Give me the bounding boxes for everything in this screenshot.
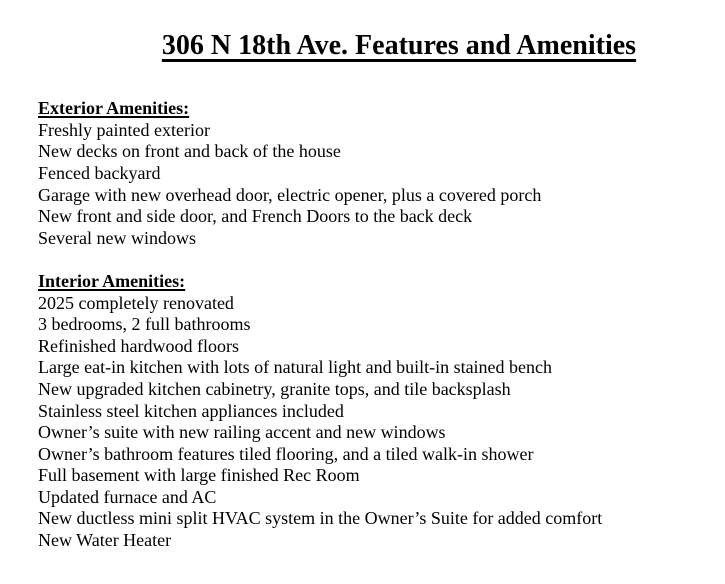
document-title-text: 306 N 18th Ave. Features and Amenities	[161, 30, 637, 61]
section-heading-exterior: Exterior Amenities:	[38, 98, 190, 119]
amenity-item: Freshly painted exterior	[38, 119, 210, 140]
amenity-item: Owner’s bathroom features tiled flooring, and a tiled walk-in shower	[38, 443, 534, 464]
amenity-item: 3 bedrooms, 2 full bathrooms	[38, 314, 251, 335]
amenity-item: Refinished hardwood floors	[38, 335, 239, 356]
amenity-item: Large eat-in kitchen with lots of natural light and built-in stained bench	[38, 357, 553, 378]
amenity-item: Garage with new overhead door, electric opener, plus a covered porch	[38, 184, 542, 205]
amenity-item: New Water Heater	[38, 530, 172, 551]
amenity-item: Updated furnace and AC	[38, 486, 217, 507]
amenity-item: Fenced backyard	[38, 162, 161, 183]
amenity-item: Full basement with large finished Rec Room	[38, 465, 360, 486]
amenity-item: New upgraded kitchen cabinetry, granite tops, and tile backsplash	[38, 378, 511, 399]
amenity-item: Owner’s suite with new railing accent and new windows	[38, 422, 446, 443]
section-heading-interior: Interior Amenities:	[38, 270, 186, 291]
amenity-item: New decks on front and back of the house	[38, 141, 341, 162]
amenity-item: New front and side door, and French Doors to the back deck	[38, 206, 473, 227]
section-interior-amenities	[38, 271, 687, 552]
document-title	[38, 30, 687, 62]
amenity-item: Several new windows	[38, 227, 196, 248]
amenity-item: Stainless steel kitchen appliances included	[38, 400, 344, 421]
title-spacer	[38, 62, 687, 98]
amenity-item: New ductless mini split HVAC system in the Owner’s Suite for added comfort	[38, 508, 603, 529]
section-exterior-amenities	[38, 98, 687, 249]
amenity-item: 2025 completely renovated	[38, 292, 234, 313]
